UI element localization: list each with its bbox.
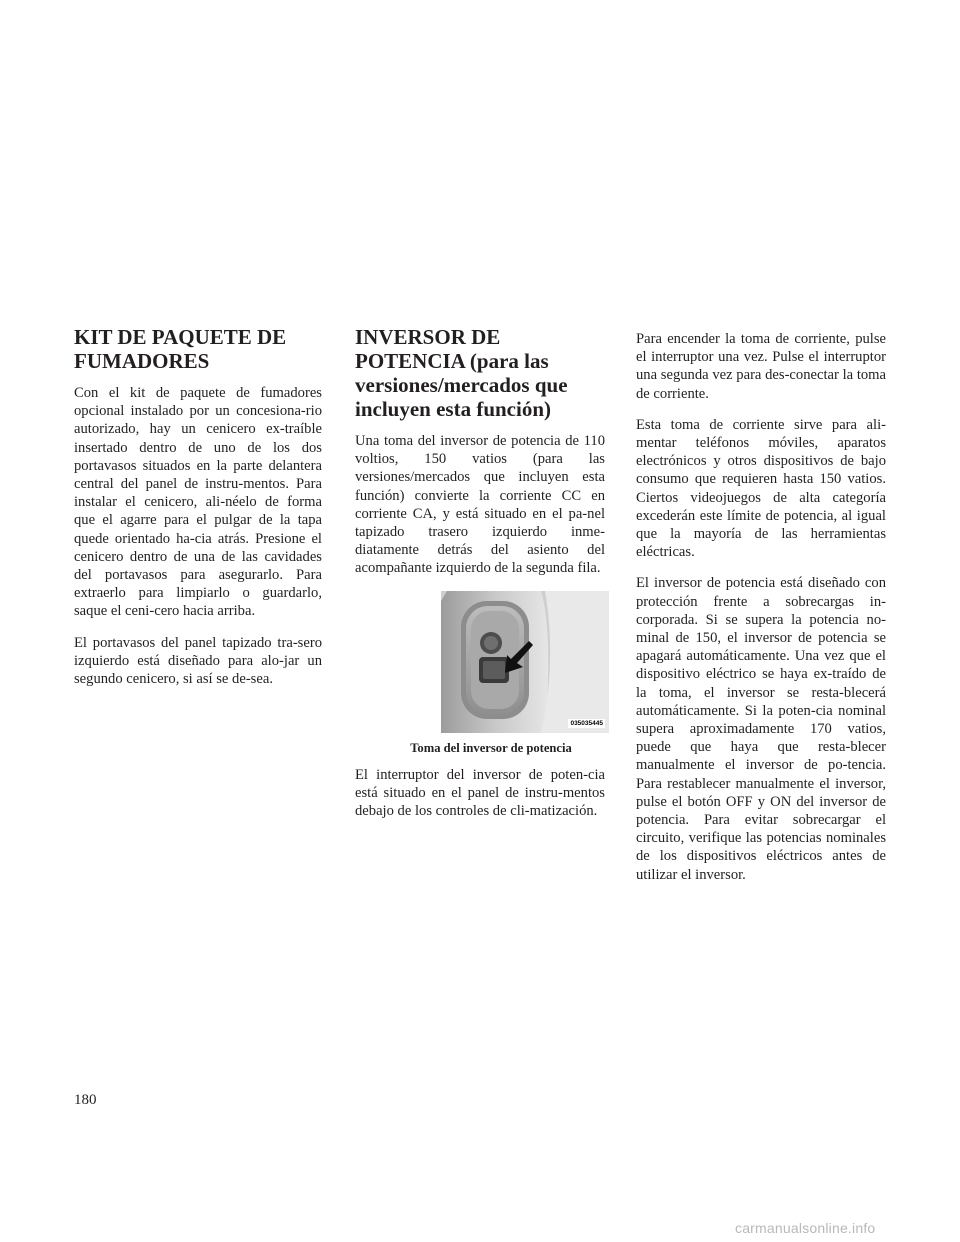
paragraph: El interruptor del inversor de poten-cia está situado en el panel de instru-mentos debajo de los controles de cli-matización. bbox=[355, 766, 605, 820]
paragraph: Para encender la toma de corriente, pulse el interruptor una vez. Pulse el interruptor una segunda vez para des-conectar la toma de corriente. bbox=[636, 331, 886, 402]
paragraph: El inversor de potencia está diseñado con protección frente a sobrecargas in-corporada. Si se supera la potencia no-minal de 150, el inversor de potencia se apagará automáticamente. Una vez que el dispositivo eléctrico se haya ex-traído de la toma, el inversor se resta-blecerá automáticamente. Si la poten-cia nominal supera aproximadamente 170 vatios, puede que haya que resta-blecer manualmente el inversor de po-tencia. Para restablecer manualmente el inversor, pulse el botón OFF y ON del inversor de potencia. Para evitar sobrecargar el circuito, verifique las potencias nominales de los dispositivos eléctricos antes de utilizar el inversor. bbox=[636, 575, 886, 883]
paragraph: Una toma del inversor de potencia de 110 voltios, 150 vatios (para las versiones/mercados que incluyen esta función) convierte la corriente CC en corriente CA, y está situado en el pa-nel tapizado trasero izquierdo inme-diatamente detrás del asiento del acompañante izquierdo de la segunda fila. bbox=[355, 433, 605, 577]
page-number: 180 bbox=[74, 1092, 97, 1108]
watermark: carmanualsonline.info bbox=[735, 1220, 876, 1236]
column-right bbox=[636, 330, 886, 897]
section-heading-power-inverter: INVERSOR DE POTENCIA (para las versiones/mercados que incluyen esta función) bbox=[355, 325, 568, 421]
power-inverter-outlet-image bbox=[441, 591, 609, 733]
figure-reference-code: 035035445 bbox=[570, 719, 603, 727]
column-left bbox=[74, 325, 322, 701]
section-heading-smokers-kit: KIT DE PAQUETE DE FUMADORES bbox=[74, 325, 287, 373]
paragraph: Esta toma de corriente sirve para ali-mentar teléfonos móviles, aparatos electrónicos y otros dispositivos de bajo consumo que requieren hasta 150 vatios. Ciertos videojuegos de alta categoría excederán este límite de potencia, al igual que la mayoría de las herramientas eléctricas. bbox=[636, 416, 886, 561]
paragraph: Con el kit de paquete de fumadores opcional instalado por un concesiona-rio autorizado, hay un cenicero ex-traíble insertado dentro de uno de los dos portavasos situados en la parte delantera central del panel de instru-mentos. Para instalar el cenicero, ali-néelo de forma que el agarre para el pulgar de la tapa quede orientado ha-cia atrás. Presione el cenicero dentro de una de las cavidades del portavasos para asegurarlo. Para extraerlo para limpiarlo o guardarlo, saque el ceni-cero hacia arriba. bbox=[74, 385, 322, 620]
column-middle bbox=[355, 325, 605, 833]
paragraph: El portavasos del panel tapizado tra-sero izquierdo está diseñado para alo-jar un segundo cenicero, si así se de-sea. bbox=[74, 634, 322, 688]
figure-caption: Toma del inversor de potencia bbox=[410, 740, 572, 755]
outlet-illustration bbox=[441, 591, 609, 733]
